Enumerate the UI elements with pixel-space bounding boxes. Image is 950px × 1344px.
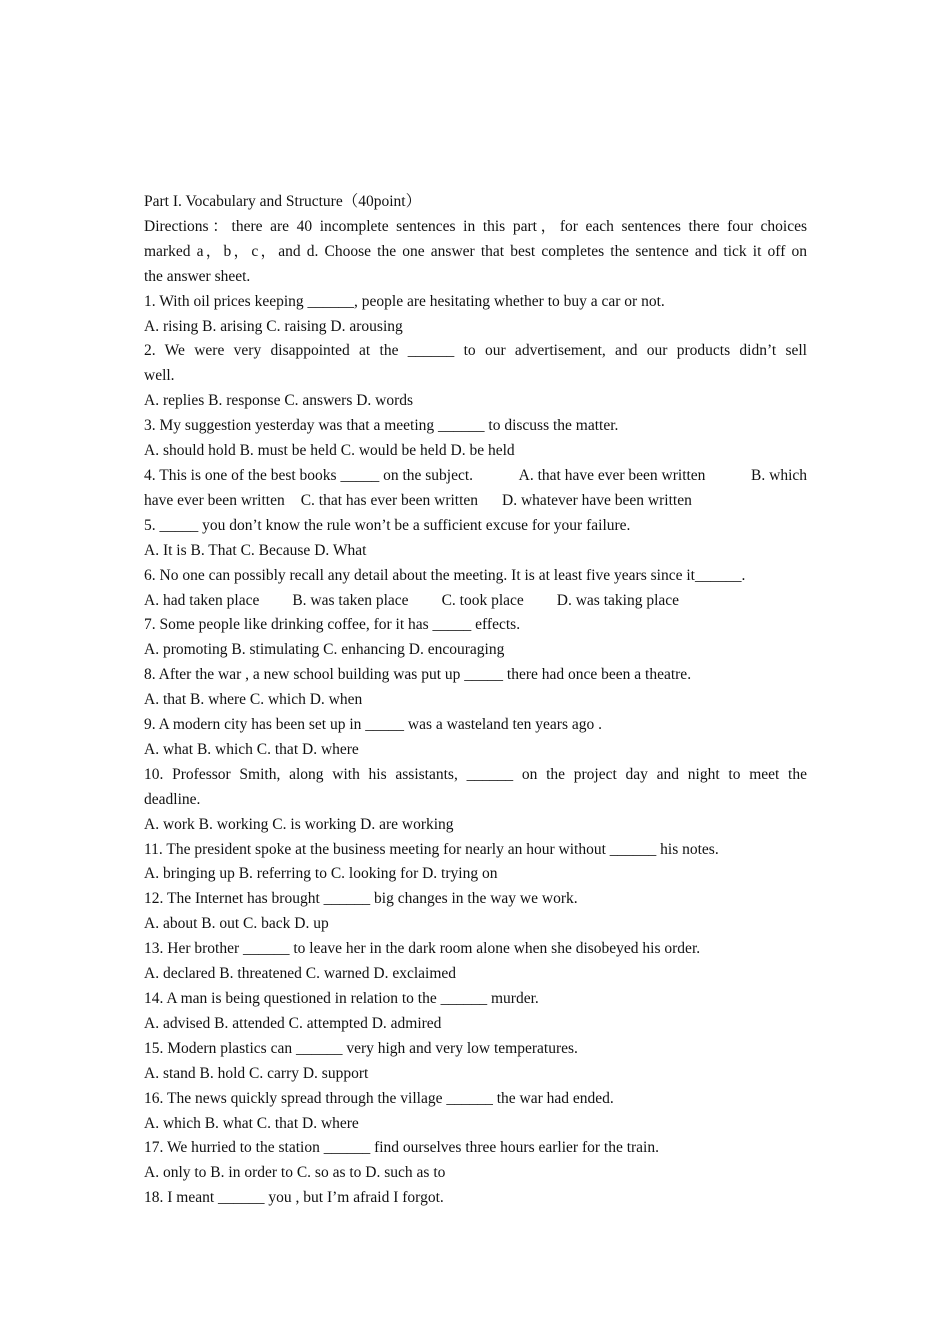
- question-4: [144, 464, 807, 489]
- question-2-cont: well.: [144, 367, 175, 385]
- directions-line-1: Directions：there are 40 incomplete sentences in this part，for each sentences there four choices: [144, 217, 807, 235]
- question-3: 3. My suggestion yesterday was that a meeting ______ to discuss the matter.: [144, 417, 619, 435]
- question-10: 10. Professor Smith, along with his assistants, ______ on the project day and night to meet the: [144, 765, 807, 783]
- question-12: 12. The Internet has brought ______ big changes in the way we work.: [144, 890, 578, 908]
- directions-line-3: the answer sheet.: [144, 267, 251, 285]
- question-4-option-c: C. that has ever been written: [300, 491, 479, 509]
- option-6-a: A. had taken place: [144, 591, 260, 609]
- section-heading: Part I. Vocabulary and Structure（40point）: [144, 193, 422, 210]
- options-9: A. what B. which C. that D. where: [144, 740, 359, 758]
- options-17: A. only to B. in order to C. so as to D. such as to: [144, 1164, 446, 1182]
- options-5: A. It is B. That C. Because D. What: [144, 541, 367, 559]
- question-13: 13. Her brother ______ to leave her in the dark room alone when she disobeyed his order.: [144, 940, 701, 958]
- question-4-option-d: D. whatever have been written: [502, 491, 692, 509]
- question-2: 2. We were very disappointed at the ______ to our advertisement, and our products didn’t sell: [144, 342, 807, 360]
- worksheet-page: [144, 190, 807, 1211]
- question-11: 11. The president spoke at the business meeting for nearly an hour without ______ his notes.: [144, 840, 719, 858]
- question-4-cont: [144, 489, 807, 514]
- question-8: 8. After the war , a new school building was put up _____ there had once been a theatre.: [144, 666, 692, 684]
- question-15: 15. Modern plastics can ______ very high and very low temperatures.: [144, 1039, 578, 1057]
- question-17: 17. We hurried to the station ______ find ourselves three hours earlier for the train.: [144, 1139, 659, 1157]
- option-6-c: C. took place: [441, 591, 524, 609]
- options-2: A. replies B. response C. answers D. words: [144, 392, 414, 410]
- options-12: A. about B. out C. back D. up: [144, 915, 329, 933]
- question-16: 16. The news quickly spread through the village ______ the war had ended.: [144, 1089, 614, 1107]
- options-11: A. bringing up B. referring to C. looking for D. trying on: [144, 865, 498, 883]
- options-7: A. promoting B. stimulating C. enhancing D. encouraging: [144, 641, 505, 659]
- question-4-option-b-start: B. which: [751, 466, 807, 484]
- option-6-d: D. was taking place: [556, 591, 680, 609]
- question-10-cont: deadline.: [144, 790, 201, 808]
- question-14: 14. A man is being questioned in relation to the ______ murder.: [144, 990, 539, 1007]
- question-4-option-a: A. that have ever been written: [518, 466, 706, 484]
- options-13: A. declared B. threatened C. warned D. exclaimed: [144, 965, 457, 983]
- question-9: 9. A modern city has been set up in _____ was a wasteland ten years ago .: [144, 716, 602, 734]
- question-5: 5. _____ you don’t know the rule won’t be a sufficient excuse for your failure.: [144, 516, 631, 534]
- question-18: 18. I meant ______ you , but I’m afraid I forgot.: [144, 1189, 444, 1207]
- question-1: 1. With oil prices keeping ______, people are hesitating whether to buy a car or not.: [144, 292, 665, 310]
- options-16: A. which B. what C. that D. where: [144, 1114, 359, 1132]
- question-4-stem: 4. This is one of the best books _____ on the subject.: [144, 466, 474, 484]
- options-14: A. advised B. attended C. attempted D. admired: [144, 1014, 442, 1032]
- options-1: A. rising B. arising C. raising D. arousing: [144, 317, 403, 335]
- options-15: A. stand B. hold C. carry D. support: [144, 1064, 369, 1082]
- directions-line-2: marked a，b，c，and d. Choose the one answer that best completes the sentence and tick it off on: [144, 242, 807, 260]
- question-7: 7. Some people like drinking coffee, for it has _____ effects.: [144, 616, 521, 634]
- question-4-option-b-end: have ever been written: [144, 491, 285, 509]
- options-6: [144, 589, 807, 614]
- option-6-b: B. was taken place: [292, 591, 409, 609]
- options-3: A. should hold B. must be held C. would be held D. be held: [144, 442, 515, 460]
- options-10: A. work B. working C. is working D. are working: [144, 815, 454, 833]
- options-8: A. that B. where C. which D. when: [144, 691, 363, 709]
- question-6: 6. No one can possibly recall any detail about the meeting. It is at least five years since it______.: [144, 566, 746, 584]
